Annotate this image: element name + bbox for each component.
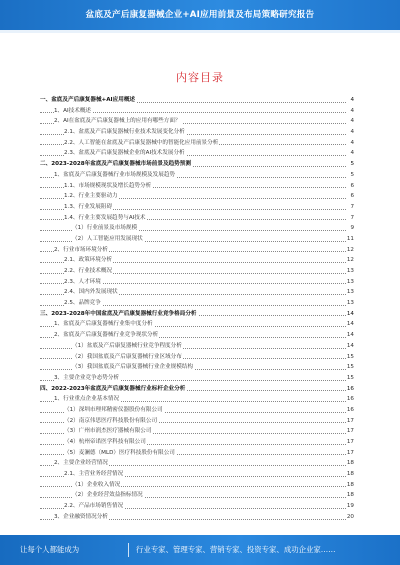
toc-entry[interactable] xyxy=(40,213,354,224)
toc-entry-page: 15 xyxy=(346,373,354,384)
footer-bar xyxy=(0,535,400,565)
footer-slogan-right: 行业专家、管理专家、营销专家、投资专家、成功企业家…… xyxy=(136,545,336,554)
toc-entry-label: 1.3、行业发展阻碍 xyxy=(64,202,113,213)
toc-entry-label: 三、2023-2028年中国盆底及产后康复器械行业竞争格局分析 xyxy=(40,309,198,320)
toc-entry-label: 2.3、人才环境 xyxy=(64,277,102,288)
toc-entry[interactable] xyxy=(40,309,354,320)
toc-entry-label: 2.3、盆底及产后康复器械企业的AI技术发展分析 xyxy=(64,148,186,159)
toc-entry-label: 二、2023-2028年盆底及产后康复器械市场前景及趋势预测 xyxy=(40,159,192,170)
toc-entry-label: 3、企业融资情况分析 xyxy=(54,512,109,523)
toc-entry-page: 6 xyxy=(349,181,354,192)
toc-entry-label: 2.4、国内外发展现状 xyxy=(64,287,119,298)
toc-entry-page: 5 xyxy=(349,159,354,170)
toc-entry-page: 17 xyxy=(346,437,354,448)
toc-entry-page: 4 xyxy=(349,127,354,138)
toc-entry-page: 18 xyxy=(346,458,354,469)
toc-entry[interactable] xyxy=(40,319,354,330)
toc-entry-label: 1、盆底及产后康复器械行业集中度分析 xyxy=(54,319,154,330)
toc-entry-page: 14 xyxy=(346,319,354,330)
toc-entry-page: 12 xyxy=(346,255,354,266)
toc-entry-label: （1）企业收入情况 xyxy=(72,480,121,491)
toc-entry[interactable] xyxy=(40,138,354,149)
toc-entry[interactable] xyxy=(40,266,354,277)
toc-entry-page: 11 xyxy=(346,234,354,245)
toc-entry-page: 14 xyxy=(346,309,354,320)
toc-entry-label: 2.1、政策环境分析 xyxy=(64,255,113,266)
toc-entry[interactable] xyxy=(40,362,354,373)
toc-entry-label: （3）广州市润杰医疗器械有限公司 xyxy=(64,426,152,437)
header-bar xyxy=(0,0,400,30)
toc-entry-label: （2）我国盆底及产后康复器械行业区域分布 xyxy=(72,352,183,363)
toc-entry-page: 13 xyxy=(346,266,354,277)
toc-entry[interactable] xyxy=(40,202,354,213)
toc-entry[interactable] xyxy=(40,245,354,256)
toc-entry[interactable] xyxy=(40,352,354,363)
toc-entry[interactable] xyxy=(40,490,354,501)
toc-entry-label: （2）南京伟思医疗科技股份有限公司 xyxy=(64,416,158,427)
toc-entry-page: 16 xyxy=(346,405,354,416)
footer-divider xyxy=(128,543,129,557)
toc-entry-label: 2、行业市场环境分析 xyxy=(54,245,109,256)
toc-entry-page: 4 xyxy=(349,148,354,159)
toc-entry-label: 2.5、品牌竞争 xyxy=(64,298,102,309)
toc-entry-page: 19 xyxy=(346,501,354,512)
toc-entry[interactable] xyxy=(40,223,354,234)
toc-entry-page: 14 xyxy=(346,330,354,341)
toc-entry[interactable] xyxy=(40,480,354,491)
toc-entry[interactable] xyxy=(40,448,354,459)
toc-entry[interactable] xyxy=(40,287,354,298)
toc-entry-page: 4 xyxy=(349,116,354,127)
toc-title: 内容目录 xyxy=(176,71,224,84)
report-title: 盆底及产后康复器械企业+AI应用前景及布局策略研究报告 xyxy=(85,10,315,20)
toc-entry-page: 13 xyxy=(346,287,354,298)
toc-entry-label: 2.2、行业技术概况 xyxy=(64,266,113,277)
toc-entry[interactable] xyxy=(40,405,354,416)
toc-entry-page: 17 xyxy=(346,448,354,459)
toc-entry-page: 18 xyxy=(346,490,354,501)
toc-entry[interactable] xyxy=(40,458,354,469)
toc-entry-label: 2、盆底及产后康复器械行业竞争现状分析 xyxy=(54,330,159,341)
toc-entry-label: （5）麦澜德（MLD）医疗科技股份有限公司 xyxy=(64,448,176,459)
toc-entry-label: 1.4、行业主要发展趋势与AI技术 xyxy=(64,213,147,224)
footer-slogan-left: 让每个人都能成为 xyxy=(20,545,80,554)
toc-entry-label: （1）盆底及产后康复器械行业竞争程度分析 xyxy=(72,341,183,352)
toc-entry-label: 2.2、产品市场销售情况 xyxy=(64,501,124,512)
toc-entry[interactable] xyxy=(40,116,354,127)
toc-entry-page: 17 xyxy=(346,426,354,437)
toc-entry-page: 18 xyxy=(346,480,354,491)
toc-entry-page: 5 xyxy=(349,170,354,181)
toc-entry-label: 3、主要企业竞争态势分析 xyxy=(54,373,120,384)
toc-entry[interactable] xyxy=(40,277,354,288)
toc-entry[interactable] xyxy=(40,159,354,170)
toc-entry-page: 15 xyxy=(346,362,354,373)
toc-entry-page: 13 xyxy=(346,277,354,288)
toc-entry-page: 4 xyxy=(349,138,354,149)
toc-entry[interactable] xyxy=(40,148,354,159)
toc-entry-label: 1.1、市场规模现状及增长趋势分析 xyxy=(64,181,152,192)
toc-entry[interactable] xyxy=(40,501,354,512)
toc-entry-label: 2.2、人工智能在盆底及产后康复器械中的智能化应用前景分析 xyxy=(64,138,219,149)
toc-entry-label: 1、盆底及产后康复器械行业市场规模及发展趋势 xyxy=(54,170,176,181)
toc-entry[interactable] xyxy=(40,298,354,309)
table-of-contents xyxy=(40,95,354,523)
toc-entry-label: 一、盆底及产后康复器械+AI应用概述 xyxy=(40,95,136,106)
toc-entry-page: 7 xyxy=(349,213,354,224)
toc-entry[interactable] xyxy=(40,341,354,352)
toc-entry-page: 16 xyxy=(346,394,354,405)
toc-entry[interactable] xyxy=(40,106,354,117)
toc-entry-label: （3）我国盆底及产后康复器械行业企业规模结构 xyxy=(72,362,194,373)
toc-entry[interactable] xyxy=(40,394,354,405)
toc-entry[interactable] xyxy=(40,127,354,138)
toc-entry-page: 7 xyxy=(349,202,354,213)
toc-entry-label: （2）企业经营效益指标情况 xyxy=(72,490,144,501)
toc-entry-label: （1）深圳市理邦精密仪器股份有限公司 xyxy=(64,405,164,416)
toc-entry-page: 20 xyxy=(346,512,354,523)
toc-entry-page: 18 xyxy=(346,469,354,480)
toc-entry[interactable] xyxy=(40,330,354,341)
toc-entry[interactable] xyxy=(40,512,354,523)
toc-entry-label: （1）行业前景及市场规模 xyxy=(72,223,138,234)
toc-entry-label: 2.1、主营业务经营情况 xyxy=(64,469,124,480)
toc-entry-page: 15 xyxy=(346,352,354,363)
toc-entry-page: 17 xyxy=(346,416,354,427)
toc-entry-label: 2、AI在盆底及产后康复器械上的应用有哪些方面？ xyxy=(54,116,182,127)
toc-entry-label: 2.1、盆底及产后康复器械行业技术发展变化分析 xyxy=(64,127,186,138)
toc-entry-label: 1、AI技术概述 xyxy=(54,106,92,117)
toc-entry[interactable] xyxy=(40,416,354,427)
toc-entry[interactable] xyxy=(40,426,354,437)
toc-entry[interactable] xyxy=(40,255,354,266)
toc-entry-page: 16 xyxy=(346,384,354,395)
toc-entry-page: 12 xyxy=(346,245,354,256)
toc-entry-label: 2、主要企业经营情况 xyxy=(54,458,109,469)
toc-entry-page: 6 xyxy=(349,191,354,202)
toc-entry[interactable] xyxy=(40,234,354,245)
toc-entry[interactable] xyxy=(40,373,354,384)
toc-entry[interactable] xyxy=(40,95,354,106)
toc-entry[interactable] xyxy=(40,469,354,480)
toc-entry-label: 四、2022-2023年盆底及产后康复器械行业标杆企业分析 xyxy=(40,384,186,395)
toc-entry[interactable] xyxy=(40,181,354,192)
toc-entry[interactable] xyxy=(40,170,354,181)
toc-entry-label: （4）杭州帝诺医学科技有限公司 xyxy=(64,437,147,448)
toc-entry-page: 13 xyxy=(346,298,354,309)
toc-entry-page: 4 xyxy=(349,95,354,106)
header-stripe xyxy=(0,30,400,33)
toc-entry-label: 1、行业重点企业基本情况 xyxy=(54,394,120,405)
toc-entry[interactable] xyxy=(40,384,354,395)
toc-entry[interactable] xyxy=(40,437,354,448)
toc-entry-page: 14 xyxy=(346,341,354,352)
toc-entry[interactable] xyxy=(40,191,354,202)
toc-entry-label: 1.2、行业主要驱动力 xyxy=(64,191,119,202)
toc-entry-label: （2）人工智能应用发展现状 xyxy=(72,234,144,245)
toc-entry-page: 9 xyxy=(349,223,354,234)
toc-entry-page: 4 xyxy=(349,106,354,117)
